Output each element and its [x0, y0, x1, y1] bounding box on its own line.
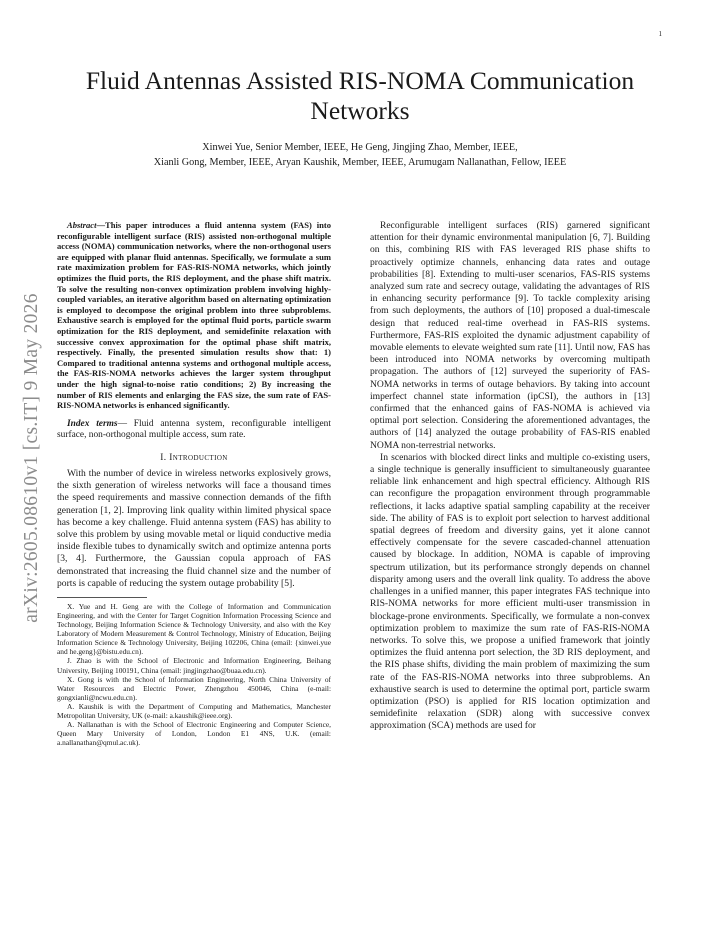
- left-column: [57, 220, 331, 747]
- footnote-affiliation-3: X. Gong is with the School of Information Engineering, North China University of Water Resources and Electric Power, Zhengzhou 450046, China (e-mail: gongxianli@ncwu.edu.cn).: [57, 674, 331, 702]
- footnote-affiliation-4: A. Kaushik is with the Department of Computing and Mathematics, Manchester Metropolitan University, UK (e-mail: a.kaushik@ieee.org).: [57, 701, 331, 721]
- body-paragraph-motivation: In scenarios with blocked direct links and multiple co-existing users, a single technique is generally insufficient to simultaneously guarantee reliable link enhancement and high spectral efficiency. Although RIS can reconfigure the propagation environment through programmable reflections, it lacks adaptive spatial sampling capability at the receiver side. The ability of FAS is to exploit port selection to harvest additional spatial degrees of freedom and diversity gains, yet it alone cannot effectively compensate for the severe cascaded-channel attenuation caused by blockage. In addition, NOMA is capable of improving spectrum utilization, but its performance strongly depends on channel disparity among users and the overall link quality. To address the above challenges in a unified manner, this paper integrates FAS technique into RIS-NOMA networks for more efficient multi-user transmission in blockage-prone environments. Specifically, we formulate a non-convex optimization problem to maximize the sum rate of FAS-RIS-NOMA networks. To solve this, we propose a unified framework that jointly optimizes the fluid antenna port selection, the 3D RIS deployment, and the RIS phase shifts, dividing the main problem of maximizing the sum rate of the FAS-RIS-NOMA networks into three subproblems. An exhaustive search is used to determine the optimal port, particle swarm optimization (PSO) is applied for RIS location optimization and semidefinite relaxation (SDR) along with successive convex approximation (SCA) methods are used for: [370, 451, 650, 732]
- authors-line-1: Xinwei Yue, Senior Member, IEEE, He Geng, Jingjing Zhao, Member, IEEE,: [202, 142, 518, 153]
- section-title: Introduction: [169, 452, 228, 463]
- authors-line-2: Xianli Gong, Member, IEEE, Aryan Kaushik, Member, IEEE, Arumugam Nallanathan, Fellow, IEEE: [153, 157, 567, 168]
- arxiv-identifier-stamp: arXiv:2605.08610v1 [cs.IT] 9 May 2026: [21, 293, 42, 623]
- footnote-affiliation-5: A. Nallanathan is with the School of Electronic Engineering and Computer Science, Queen Mary University of London, London E1 4NS, U.K. (email: a.nallanathan@qmul.ac.uk).: [57, 720, 331, 748]
- footnote-rule: [57, 597, 147, 598]
- paper-title: Fluid Antennas Assisted RIS-NOMA Communication Networks: [85, 66, 635, 125]
- abstract: [57, 220, 331, 411]
- section-heading-introduction: [57, 452, 331, 464]
- index-terms: [57, 419, 331, 442]
- abstract-text: —This paper introduces a fluid antenna system (FAS) into reconfigurable intelligent surface (RIS) assisted non-orthogonal multiple access (NOMA) communication networks, where the non-orthogonal users are equipped with planar fluid antennas. Specifically, we formulate a sum rate maximization problem for FAS-RIS-NOMA networks, which jointly optimizes the fluid ports, the RIS deployment, and the phase shift matrix. To solve the resulting non-convex optimization problem involving highly-coupled variables, an iterative algorithm based on alternating optimization is employed to decompose the original problem into three subproblems. Exhaustive search is employed for the optimal fluid ports, particle swarm optimization for the RIS deployment, and semidefinite relaxation with successive convex approximation for the optimal phase shift matrix, respectively. Finally, the presented simulation results show that: 1) Compared to traditional antenna systems and orthogonal multiple access, the FAS-RIS-NOMA networks achieves the larger system throughput under the high signal-to-noise ratio conditions; 2) By increasing the number of RIS elements and enlarging the FAS size, the sum rate of FAS-RIS-NOMA networks is enhanced significantly.: [57, 220, 331, 411]
- footnote-affiliation-2: J. Zhao is with the School of Electronic and Information Engineering, Beihang University, Beijing 100191, China (email: jingjingzhao@buaa.edu.cn).: [57, 656, 331, 675]
- body-paragraph-ris-fas: Reconfigurable intelligent surfaces (RIS) garnered significant attention for their dynamic environmental manipulation [6, 7]. Building on this, combining RIS with FAS leveraged RIS phase shifts to proactively optimize channels, enhancing data rates and outage probabilities [8]. Extending to multi-user scenarios, FAS-RIS systems analyzed sum rate and secrecy outage, validating the advantages of RIS in enhancing security performance [9]. To tackle complexity arising from such deployments, the authors of [10] proposed a dual-timescale design that reduced real-time overhead in FAS-RIS systems. Furthermore, FAS-RIS exploited the dynamic adjustment capability of movable elements to elevate weighted sum rate [11]. Until now, FAS has been introduced into NOMA networks by overcoming multipath propagation. The authors of [12] surveyed the superiority of FAS-NOMA networks in terms of outage behaviors. By taking into account imperfect channel state information (ipCSI), the authors in [13] confirmed that the enhanced gains of FAS-NOMA is achieved via optimal port selection. Considering the aforementioned advantages, the authors of [14] analyzed the outage probability of FAS-RIS enabled NOMA non-terrestrial networks.: [370, 220, 650, 451]
- index-terms-text: — Fluid antenna system, reconfigurable intelligent surface, non-orthogonal multiple access, sum rate.: [57, 418, 331, 441]
- index-terms-label: Index terms: [67, 418, 118, 429]
- section-number: I.: [160, 452, 170, 463]
- author-list: [70, 140, 650, 170]
- abstract-label: Abstract: [67, 220, 97, 230]
- footnote-affiliation-1: X. Yue and H. Geng are with the College of Information and Communication Engineering, and with the Center for Target Cognition Information Processing Science and Technology, Beijing Information Science & Technology University, and also with the Key Laboratory of Modern Measurement & Control Technology, Ministry of Education, Beijing Information Science & Technology University, Beijing 102206, China (email: {xinwei.yue and he.geng}@bistu.edu.cn).: [57, 601, 331, 657]
- introduction-paragraph: With the number of device in wireless networks explosively grows, the sixth generation of wireless networks will face a thousand times the speed requirements and massive connection demands of the fifth generation [1, 2]. Improving link quality within limited physical space has become a key challenge. Fluid antenna system (FAS) has ability to solve this problem by using movable metal or liquid conductive media inside flexible tubes to dynamically switch and optimize antenna ports [3, 4]. Furthermore, the Gaussian copula approach of FAS demonstrated that increasing the fluid channel size and the number of ports is capable of reducing the system outage probability [5].: [57, 467, 331, 589]
- page-number: 1: [658, 30, 662, 38]
- right-column: [370, 220, 650, 733]
